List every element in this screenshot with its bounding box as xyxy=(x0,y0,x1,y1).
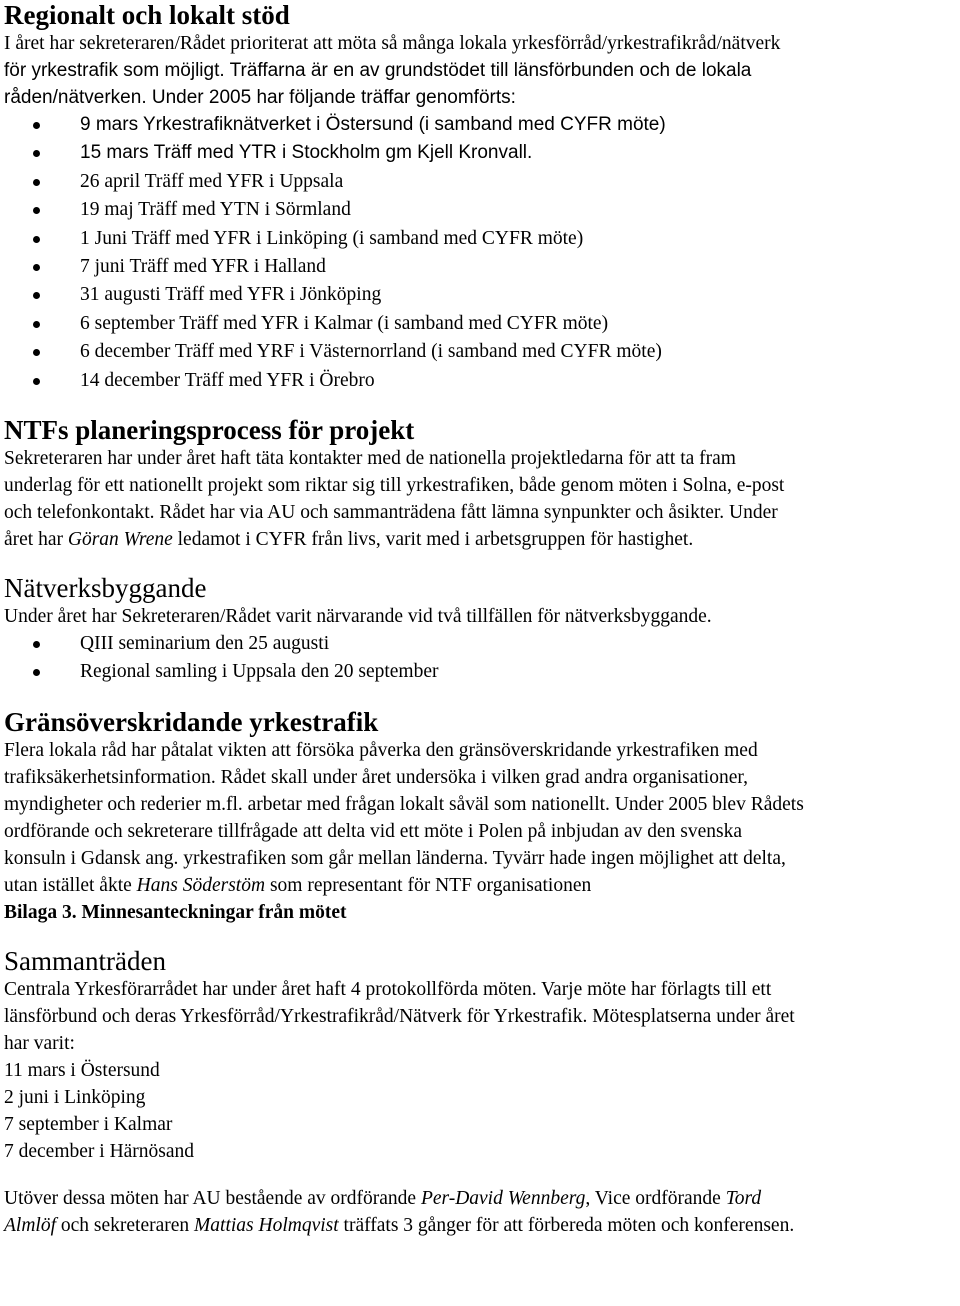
meeting-place: 11 mars i Östersund xyxy=(4,1059,160,1081)
list-item: 6 september Träff med YFR i Kalmar (i samband med CYFR möte) xyxy=(80,310,956,338)
person-name: Mattias Holmqvist xyxy=(194,1214,339,1236)
text-span: ledamot i CYFR från livs, varit med i arbetsgruppen för hastighet. xyxy=(172,529,694,551)
person-name: Almlöf xyxy=(4,1214,56,1236)
list-item: 1 Juni Träff med YFR i Linköping (i samband med CYFR möte) xyxy=(80,225,956,253)
text-line: myndigheter och rederier m.fl. arbetar med frågan lokalt såväl som nationellt. Under 2005 blev Rådets xyxy=(4,793,804,815)
text-line: har varit: xyxy=(4,1032,75,1054)
text-line: I året har sekreteraren/Rådet prioriterat att möta så många lokala yrkesförråd/yrkestrafikråd/nätverk xyxy=(4,33,781,54)
text-span: som representant för NTF organisationen xyxy=(265,874,592,896)
document xyxy=(4,0,956,1239)
network-list xyxy=(4,630,956,687)
text-line xyxy=(4,1185,956,1212)
list-item: Regional samling i Uppsala den 20 september xyxy=(80,658,956,686)
list-item: 31 augusti Träff med YFR i Jönköping xyxy=(80,281,956,309)
list-item: QIII seminarium den 25 augusti xyxy=(80,630,956,658)
text-line xyxy=(4,872,956,899)
paragraph-regionalt-stod xyxy=(4,30,956,111)
text-line: konsuln i Gdansk ang. yrkestrafiken som går mellan länderna. Tyvärr hade ingen möjlighet att delta, xyxy=(4,847,786,869)
meeting-place: 2 juni i Linköping xyxy=(4,1086,146,1108)
person-name: Hans Söderstöm xyxy=(136,874,266,896)
text-line: Sekreteraren har under året haft täta kontakter med de nationella projektledarna för att ta fram xyxy=(4,448,736,470)
list-item: 26 april Träff med YFR i Uppsala xyxy=(80,168,956,196)
meetings-list xyxy=(4,111,956,395)
text-line: ordförande och sekreterare tillfrågade att delta vid ett möte i Polen på inbjudan av den svenska xyxy=(4,820,743,842)
bilaga-reference: Bilaga 3. Minnesanteckningar från mötet xyxy=(4,901,347,923)
list-item: 6 december Träff med YRF i Västernorrland (i samband med CYFR möte) xyxy=(80,338,956,366)
list-item: 19 maj Träff med YTN i Sörmland xyxy=(80,196,956,224)
text-line: underlag för ett nationellt projekt som riktar sig till yrkestrafiken, både genom möten i Solna, e-post xyxy=(4,475,785,497)
list-item: 9 mars Yrkestrafiknätverket i Östersund (i samband med CYFR möte) xyxy=(80,111,956,139)
person-name: Per-David Wennberg xyxy=(420,1187,586,1209)
text-line: Centrala Yrkesförarrådet har under året haft 4 protokollförda möten. Varje möte har förlagts till ett xyxy=(4,978,772,1000)
text-span: träffats 3 gånger för att förbereda möten och konferensen. xyxy=(338,1214,795,1236)
text-span: utan istället åkte xyxy=(4,874,137,896)
heading-natverksbyggande: Nätverksbyggande xyxy=(4,573,207,604)
text-span: råden/nätverken. Under 2005 har följande träffar genomförts: xyxy=(4,87,516,108)
text-span: Utöver dessa möten har AU bestående av ordförande xyxy=(4,1187,421,1209)
heading-ntf-planering: NTFs planeringsprocess för projekt xyxy=(4,415,415,446)
person-name: Göran Wrene xyxy=(67,529,173,551)
text-line: och telefonkontakt. Rådet har via AU och sammanträdena fått lämna synpunkter och åsikter. Under xyxy=(4,502,778,524)
text-line: Flera lokala råd har påtalat vikten att försöka påverka den gränsöverskridande yrkestrafiken med xyxy=(4,739,758,761)
text-line xyxy=(4,84,956,111)
text-line: för yrkestrafik som möjligt. Träffarna är en av grundstödet till länsförbunden och de lokala xyxy=(4,60,752,81)
text-line xyxy=(4,526,956,553)
text-span: året har xyxy=(4,529,68,551)
list-item: 15 mars Träff med YTR i Stockholm gm Kjell Kronvall. xyxy=(80,139,956,167)
paragraph-natverksbyggande: Under året har Sekreteraren/Rådet varit närvarande vid två tillfällen för nätverksbyggande. xyxy=(4,606,712,628)
text-span: och sekreteraren xyxy=(56,1214,195,1236)
paragraph-ntf-planering xyxy=(4,445,956,553)
heading-gransoverskridande: Gränsöverskridande yrkestrafik xyxy=(4,706,379,737)
person-name: Tord xyxy=(725,1187,762,1209)
meeting-place: 7 september i Kalmar xyxy=(4,1113,173,1135)
heading-regionalt-stod: Regionalt och lokalt stöd xyxy=(4,0,290,30)
text-line: länsförbund och deras Yrkesförråd/Yrkestrafikråd/Nätverk för Yrkestrafik. Mötesplatserna under året xyxy=(4,1005,795,1027)
text-line xyxy=(4,1212,956,1239)
paragraph-gransoverskridande xyxy=(4,737,956,926)
text-line: trafiksäkerhetsinformation. Rådet skall under året undersöka i vilken grad andra organisationer, xyxy=(4,766,748,788)
list-item: 14 december Träff med YFR i Örebro xyxy=(80,367,956,395)
heading-sammantraden: Sammanträden xyxy=(4,945,166,976)
list-item: 7 juni Träff med YFR i Halland xyxy=(80,253,956,281)
text-span: , Vice ordförande xyxy=(585,1187,726,1209)
paragraph-au-meetings xyxy=(4,1185,956,1239)
paragraph-sammantraden xyxy=(4,976,956,1165)
meeting-place: 7 december i Härnösand xyxy=(4,1140,195,1162)
